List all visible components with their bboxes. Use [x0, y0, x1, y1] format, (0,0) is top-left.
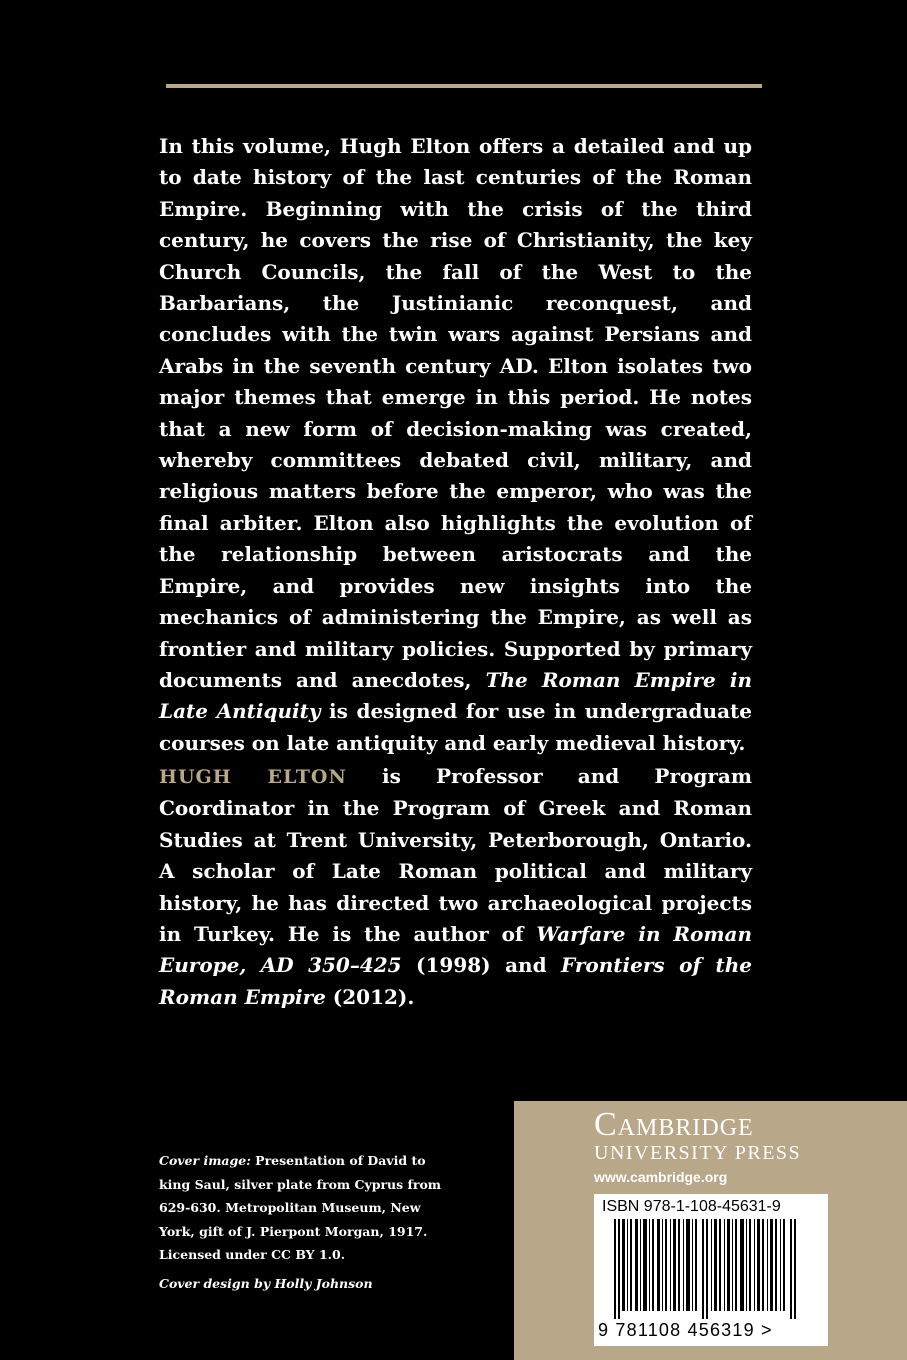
publisher-subtitle: UNIVERSITY PRESS — [594, 1142, 802, 1164]
bio-text-2: (1998) and — [401, 953, 562, 978]
divider-rule — [166, 84, 762, 88]
cover-image-credit — [159, 1149, 459, 1267]
cover-credit-text: Presentation of David to king Saul, silver plate from Cyprus from 629-630. Metropolitan Museum, New York, gift of J. Pierpont Morgan, 1917. Licensed under CC BY 1.0. — [159, 1153, 442, 1262]
author-name: HUGH ELTON — [159, 766, 347, 788]
bio-text-1: is Professor and Program Coordinator in the Program of Greek and Roman Studies at Trent University, Peterborough, Ontario. A scholar of Late Roman political and military history, he has directed two archaeological projects in Turkey. He is the author of — [159, 764, 752, 947]
description-text-end: is designed for use in undergraduate courses on late antiquity and early medieval history. — [159, 699, 752, 755]
description-text: In this volume, Hugh Elton offers a detailed and up to date history of the last centuries of the Roman Empire. Beginning with the crisis of the third century, he covers the rise of Christianity, the key Church Councils, the fall of the West to the Barbarians, the Justinianic reconquest, and concludes with the twin wars against Persians and Arabs in the seventh century AD. Elton isolates two major themes that emerge in this period. He notes that a new form of decision-making was created, whereby committees debated civil, military, and religious matters before the emperor, who was the final arbiter. Elton also highlights the evolution of the relationship between aristocrats and the Empire, and provides new insights into the mechanics of administering the Empire, as well as frontier and military policies. Supported by primary documents and anecdotes, — [159, 134, 752, 692]
barcode-box — [594, 1194, 828, 1346]
book-title-italic: The Roman Empire in Late Antiquity — [159, 667, 752, 724]
bio-work-2: Frontiers of the Roman Empire — [159, 953, 753, 1009]
cover-design-credit: Cover design by Holly Johnson — [159, 1276, 373, 1291]
barcode-number: 9 781108 456319 > — [598, 1320, 773, 1340]
bio-work-1: Warfare in Roman Europe, AD 350–425 — [159, 922, 752, 978]
isbn-label: ISBN 978-1-108-45631-9 — [602, 1198, 781, 1215]
publisher-name: Cambridge — [594, 1106, 754, 1143]
bio-text-3: (2012). — [325, 984, 415, 1009]
barcode-icon — [614, 1219, 804, 1319]
author-bio — [159, 761, 752, 1013]
book-description — [159, 131, 752, 759]
publisher-url: www.cambridge.org — [594, 1169, 728, 1185]
cover-credit-label: Cover image: — [159, 1153, 251, 1168]
publisher-panel — [514, 1101, 907, 1360]
